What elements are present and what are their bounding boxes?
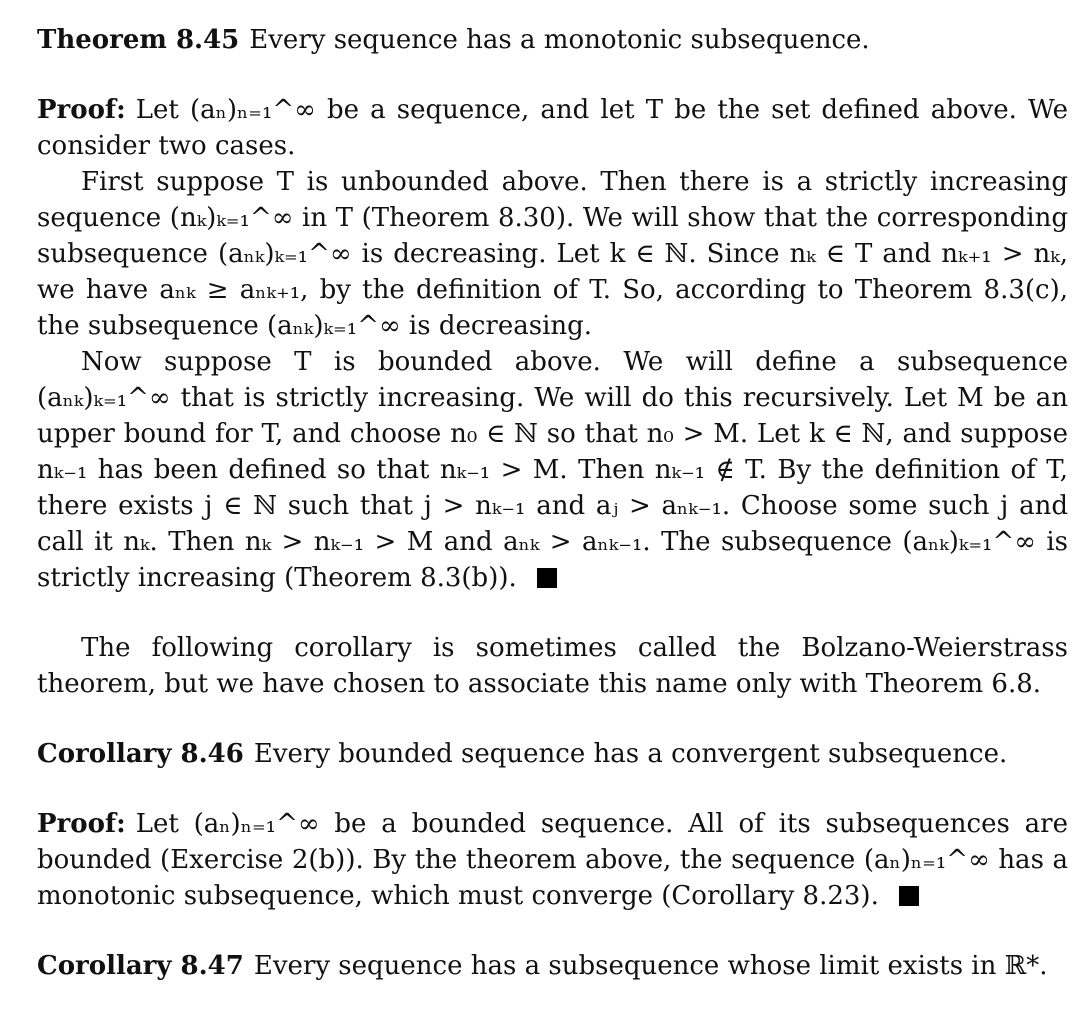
proof-text: Let (aₙ)ₙ₌₁^∞ be a bounded sequence. All of its subsequences are bounded (Exercise 2(b)). By the theorem above, the sequence (aₙ)ₙ₌₁^∞ has a monotonic subsequence, which must converge (Corollary 8.23). — [37, 809, 1068, 911]
corollary-label: Corollary 8.47 — [37, 951, 244, 981]
proof-8-46 — [37, 806, 1068, 914]
proof-8-45-p1 — [37, 92, 1068, 164]
theorem-statement: Every sequence has a monotonic subsequence. — [249, 25, 870, 55]
proof-paragraph-1: Let (aₙ)ₙ₌₁^∞ be a sequence, and let T be the set defined above. We consider two cases. — [37, 95, 1068, 161]
proof-label: Proof: — [37, 95, 126, 125]
remark-paragraph: The following corollary is sometimes called the Bolzano-Weierstrass theorem, but we have chosen to associate this name only with Theorem 6.8. — [37, 633, 1068, 699]
qed-square-icon — [537, 568, 557, 588]
proof-label: Proof: — [37, 809, 126, 839]
qed-square-icon — [899, 886, 919, 906]
corollary-8-46 — [37, 736, 1068, 772]
proof-8-45-p2: First suppose T is unbounded above. Then there is a strictly increasing sequence (nₖ)ₖ₌₁^∞ in T (Theorem 8.30). We will show that the corresponding subsequence (aₙₖ)ₖ₌₁^∞ is decreasing. Let k ∈ ℕ. Since nₖ ∈ T and nₖ₊₁ > nₖ, we have aₙₖ ≥ aₙₖ₊₁, by the definition of T. So, according to Theorem 8.3(c), the subsequence (aₙₖ)ₖ₌₁^∞ is decreasing. — [37, 167, 1068, 341]
theorem-8-45 — [37, 22, 1068, 58]
proof-8-45-p3 — [37, 344, 1068, 596]
proof-paragraph-3: Now suppose T is bounded above. We will define a subsequence (aₙₖ)ₖ₌₁^∞ that is strictly increasing. We will do this recursively. Let M be an upper bound for T, and choose n₀ ∈ ℕ so that n₀ > M. Let k ∈ ℕ, and suppose nₖ₋₁ has been defined so that nₖ₋₁ > M. Then nₖ₋₁ ∉ T. By the definition of T, there exists j ∈ ℕ such that j > nₖ₋₁ and aⱼ > aₙₖ₋₁. Choose some such j and call it nₖ. Then nₖ > nₖ₋₁ > M and aₙₖ > aₙₖ₋₁. The subsequence (aₙₖ)ₖ₌₁^∞ is strictly increasing (Theorem 8.3(b)). — [37, 347, 1068, 593]
corollary-statement: Every bounded sequence has a convergent subsequence. — [253, 739, 1008, 769]
theorem-label: Theorem 8.45 — [37, 25, 240, 55]
corollary-8-47 — [37, 948, 1068, 984]
corollary-statement: Every sequence has a subsequence whose limit exists in ℝ*. — [253, 951, 1048, 981]
corollary-label: Corollary 8.46 — [37, 739, 244, 769]
